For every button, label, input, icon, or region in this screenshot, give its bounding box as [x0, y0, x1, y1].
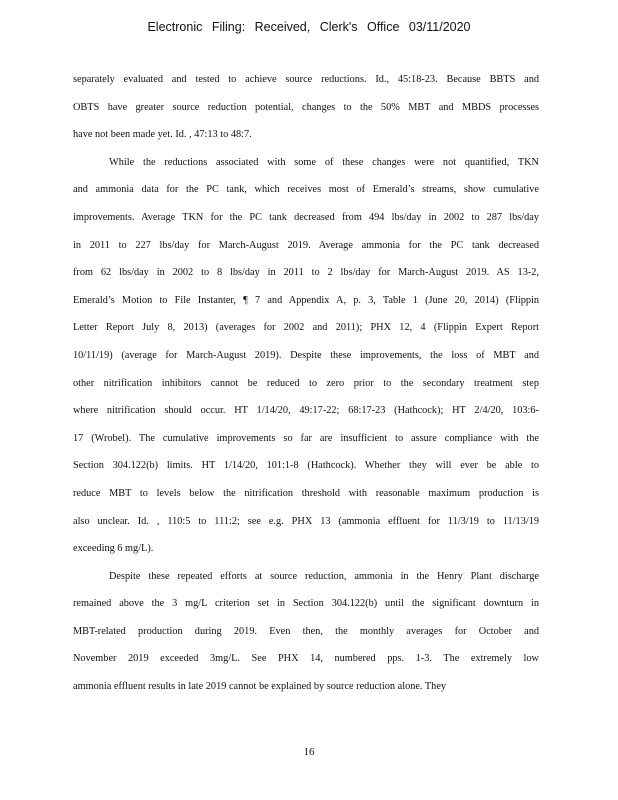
text-line: have not been made yet. Id. , 47:13 to 48:7. — [73, 129, 252, 141]
filing-header: Electronic Filing: Received, Clerk's Office 03/11/2020 — [147, 20, 471, 34]
text-line: also unclear. Id. , 110:5 to 111:2; see e.g. PHX 13 (ammonia effluent for 11/3/19 to 11/13/19 — [73, 515, 539, 527]
paragraph-first-line: While the reductions associated with some of these changes were not quantified, TKN — [109, 156, 539, 168]
text-line: from 62 lbs/day in 2002 to 8 lbs/day in 2011 to 2 lbs/day for March-August 2019. AS 13-2, — [73, 267, 539, 279]
text-line: Emerald’s Motion to File Instanter, ¶ 7 and Appendix A, p. 3, Table 1 (June 20, 2014) (Flippin — [73, 294, 539, 306]
text-line: Letter Report July 8, 2013) (averages for 2002 and 2011); PHX 12, 4 (Flippin Expert Report — [73, 322, 539, 334]
text-line: November 2019 exceeded 3mg/L. See PHX 14, numbered pps. 1-3. The extremely low — [73, 653, 539, 665]
text-line: exceeding 6 mg/L). — [73, 543, 154, 555]
text-line: 17 (Wrobel). The cumulative improvements so far are insufficient to assure compliance with the — [73, 432, 539, 444]
text-line: in 2011 to 227 lbs/day for March-August 2019. Average ammonia for the PC tank decreased — [73, 239, 539, 251]
text-line: reduce MBT to levels below the nitrification threshold with reasonable maximum production is — [73, 487, 539, 499]
text-line: and ammonia data for the PC tank, which receives most of Emerald’s streams, show cumulative — [73, 184, 539, 196]
paragraph-first-line: Despite these repeated efforts at source reduction, ammonia in the Henry Plant discharge — [109, 570, 539, 582]
body-text — [73, 66, 539, 701]
text-line: where nitrification should occur. HT 1/14/20, 49:17-22; 68:17-23 (Hathcock); HT 2/4/20, 103:6- — [73, 405, 539, 417]
text-line: 10/11/19) (average for March-August 2019). Despite these improvements, the loss of MBT and — [73, 349, 539, 361]
text-line: separately evaluated and tested to achieve source reductions. Id., 45:18-23. Because BBTS and — [73, 74, 539, 85]
text-line: remained above the 3 mg/L criterion set in Section 304.122(b) until the significant downturn in — [73, 598, 539, 610]
text-line: Section 304.122(b) limits. HT 1/14/20, 101:1-8 (Hathcock). Whether they will ever be able to — [73, 460, 539, 472]
page-number: 16 — [303, 746, 315, 758]
text-line: ammonia effluent results in late 2019 cannot be explained by source reduction alone. They — [73, 681, 447, 693]
text-line: improvements. Average TKN for the PC tank decreased from 494 lbs/day in 2002 to 287 lbs/day — [73, 211, 539, 223]
text-line: other nitrification inhibitors cannot be reduced to zero prior to the secondary treatment step — [73, 377, 539, 389]
text-line: MBT-related production during 2019. Even then, the monthly averages for October and — [73, 625, 539, 637]
text-line: OBTS have greater source reduction potential, changes to the 50% MBT and MBDS processes — [73, 101, 539, 113]
